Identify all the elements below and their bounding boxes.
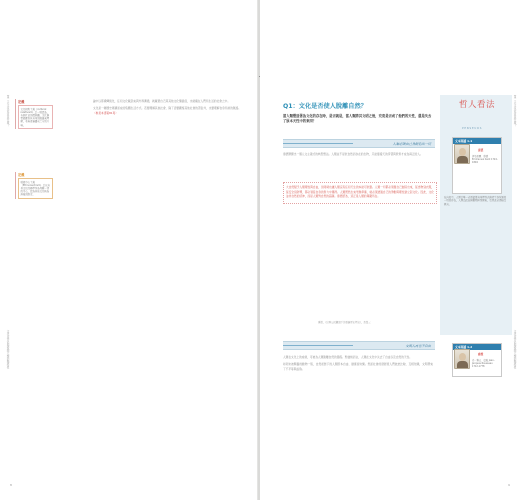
left-body-text [93,99,241,118]
body-paragraph: 人類在文化上的成就，可被為人類脫離自然的過程。對盧梭而言，人類在文化中失去了自由以及自然的天性。 [283,355,412,359]
definition-note-text: 文化相對主義（cultural relativism）是一種認為，各個社會的價值觀、文化與習俗應從其自身的脈絡來理解，並無普遍優劣之分的立場。 [18,105,53,129]
right-body-text-1 [283,152,433,159]
portrait-face [459,353,466,361]
definition-note-2 [15,172,53,199]
card-tag: 康德 [478,149,484,152]
right-body-text-2 [283,355,433,374]
left-page-number: 8 [10,483,12,487]
body-paragraph: 康德開闊出一個人文主義式的典型想法。人類並不是依自然而存在的生物，只能靠後天的學習與教育才成為真正的人。 [283,152,423,156]
right-page-number: 9 [508,483,510,487]
definition-note-title: 定義 [18,100,25,104]
section-rule [283,143,353,144]
side-heading: 哲人看法 [459,100,496,110]
body-paragraph: 論中以那樣傳統化，任何文化藏起來與外界溝通，就藏著自己與其他文化價值值，也就藏在人們所生活的社會之中。 [93,99,231,103]
kant-portrait [454,144,470,164]
card-meta: 伊曼紐爾．康德 Emmanuel Kant 1724-1804 [472,155,498,164]
quote-source: 康德，《世界公民觀點下的普遍歷史理念》，命題三 [318,321,371,324]
side-subheading: PENSEURS [462,127,483,130]
definition-note-1 [15,99,53,129]
rousseau-portrait [454,349,470,369]
section-label: 文明人再也不自由 [405,344,431,349]
philosopher-panel [440,95,512,335]
body-paragraph: 文化是一種歷史累積而成的集體生活方式。若要理解其他社會，除了需要觀察其他社會的習俗外，也要理解自身所處的脈絡。 [93,106,241,111]
section-label: 人類必須由己身創造出一切 [392,142,431,147]
question-subtitle: 當人類塑造著為文化的存在時，是否就是，當人類將其文明之後，究竟是否成了他們的天性，還是失去了原本天性中的東西？ [283,114,432,124]
page-reference: （參見本書第81頁） [93,110,118,115]
left-runhead-bottom: 文化是否能夠說明人類的獨特性 [6,330,9,370]
portrait-body [457,156,468,163]
section-rule [283,345,353,346]
right-runhead-top: 第一章·文化究竟是什麼？ [513,95,516,127]
quote-paragraph: 大自然賦予人類理性與自由，但同時也讓人類沒有任何天生的本能可依靠。人類一切都必須靠自己創造出來，從食物到衣服，從安全到防禦，都必須從自身的努力中獲得。人類既然生來毫無準備，就必須透過自己的勞動與理性建立起文化。因此，文化並非自然的延伸，而是人類對自然的超越。康德認為，這正是人類的尊嚴所在。 [286,185,434,199]
section-header-2 [283,341,435,350]
definition-note-text: 種族中心主義（Ethnocentrism）是以自身文化的標準作為判斷一切的中心，認為其他文化較為落後的態度。 [18,178,53,199]
left-page [0,0,258,500]
portrait-face [459,148,466,156]
card-meta: 尚－雅克．盧梭 Jean-Jacques Rousseau 1712-1778 [472,359,495,368]
quoted-passage [283,182,437,204]
card-text: 在自然中，人類是唯一必須依靠自身理性去創造生存所需的一切的存在，人類由此而與動物區別開來，也因此必須接受教育。 [444,196,507,206]
section-header-1 [283,139,435,148]
right-runhead-bottom: 文化是否能夠說明人類的獨特性 [513,330,516,370]
question-title: Q1：文化是否使人脫離自然？ [283,103,367,110]
body-paragraph: 如同未被馴養的動物一般，自然狀態下的人類原本自由、健康而快樂。然而社會的發展使人們彼此比較、互相依賴，文明帶來了不平等與虛偽。 [283,362,433,371]
left-runhead-top: 第一章·文化究竟是什麼？ [6,95,9,127]
portrait-body [457,361,468,368]
definition-note-title: 定義 [18,173,25,177]
card-tag: 盧梭 [478,353,484,356]
right-page [260,0,520,500]
card-title: 文本閱讀 1-1 [453,138,501,144]
card-title: 文本閱讀 1-2 [453,344,501,350]
